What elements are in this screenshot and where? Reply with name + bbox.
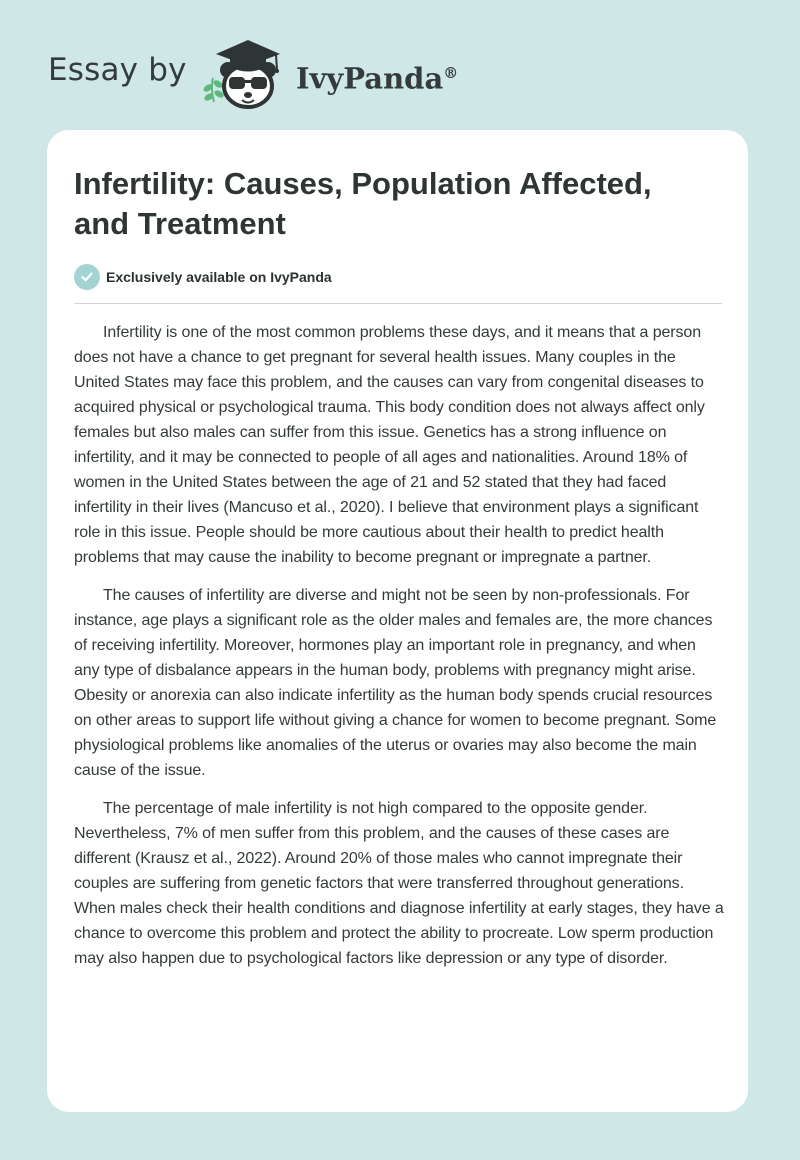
- essay-title: Infertility: Causes, Population Affected, and Treatment: [74, 166, 652, 241]
- panda-graduate-icon: [202, 36, 292, 110]
- exclusive-label: Exclusively available on IvyPanda: [106, 269, 332, 285]
- exclusive-badge: [74, 264, 332, 290]
- check-circle-icon: [74, 264, 100, 290]
- paragraph: The percentage of male infertility is not high compared to the opposite gender. Nevertheless, 7% of men suffer from this problem, and the causes of these cases are different (Krausz et al., 2022). Around 20% of those males who cannot impregnate their couples are suffering from genetic factors that were transferred throughout generations. When males check their health conditions and diagnose infertility at early stages, they have a chance to overcome this problem and protect the ability to procreate. Low sperm production may also happen due to psychological factors like depression or any type of disorder.: [74, 800, 724, 967]
- paragraph: The causes of infertility are diverse and might not be seen by non-professionals. For instance, age plays a significant role as the older males and females are, the more chances of receiving infertility. Moreover, hormones play an important role in pregnancy, and when any type of disbalance appears in the human body, problems with pregnancy might arise. Obesity or anorexia can also indicate infertility as the human body spends crucial resources on other areas to support life without giving a chance for women to become pregnant. Some physiological problems like anomalies of the uterus or ovaries may also become the main cause of the issue.: [74, 587, 717, 779]
- paragraph: Infertility is one of the most common problems these days, and it means that a person does not have a chance to get pregnant for several health issues. Many couples in the United States may face this problem, and the causes can vary from congenital diseases to acquired physical or psychological trauma. This body condition does not always affect only females but also males can suffer from this issue. Genetics has a strong influence on infertility, and it may be connected to people of all ages and nationalities. Around 18% of women in the United States between the age of 21 and 52 stated that they had faced infertility in their lives (Mancuso et al., 2020). I believe that environment plays a significant role in this issue. People should be more cautious about their health to predict health problems that may cause the inability to become pregnant or impregnate a partner.: [74, 324, 705, 566]
- registered-mark: ®: [443, 64, 459, 82]
- site-header: [0, 0, 800, 130]
- divider: [74, 303, 722, 304]
- brand-name: [296, 56, 458, 96]
- essay-body: [74, 320, 724, 984]
- essay-card: [47, 130, 748, 1112]
- essay-by-label: Essay by: [48, 52, 187, 88]
- brand-name-text: IvyPanda: [296, 61, 444, 96]
